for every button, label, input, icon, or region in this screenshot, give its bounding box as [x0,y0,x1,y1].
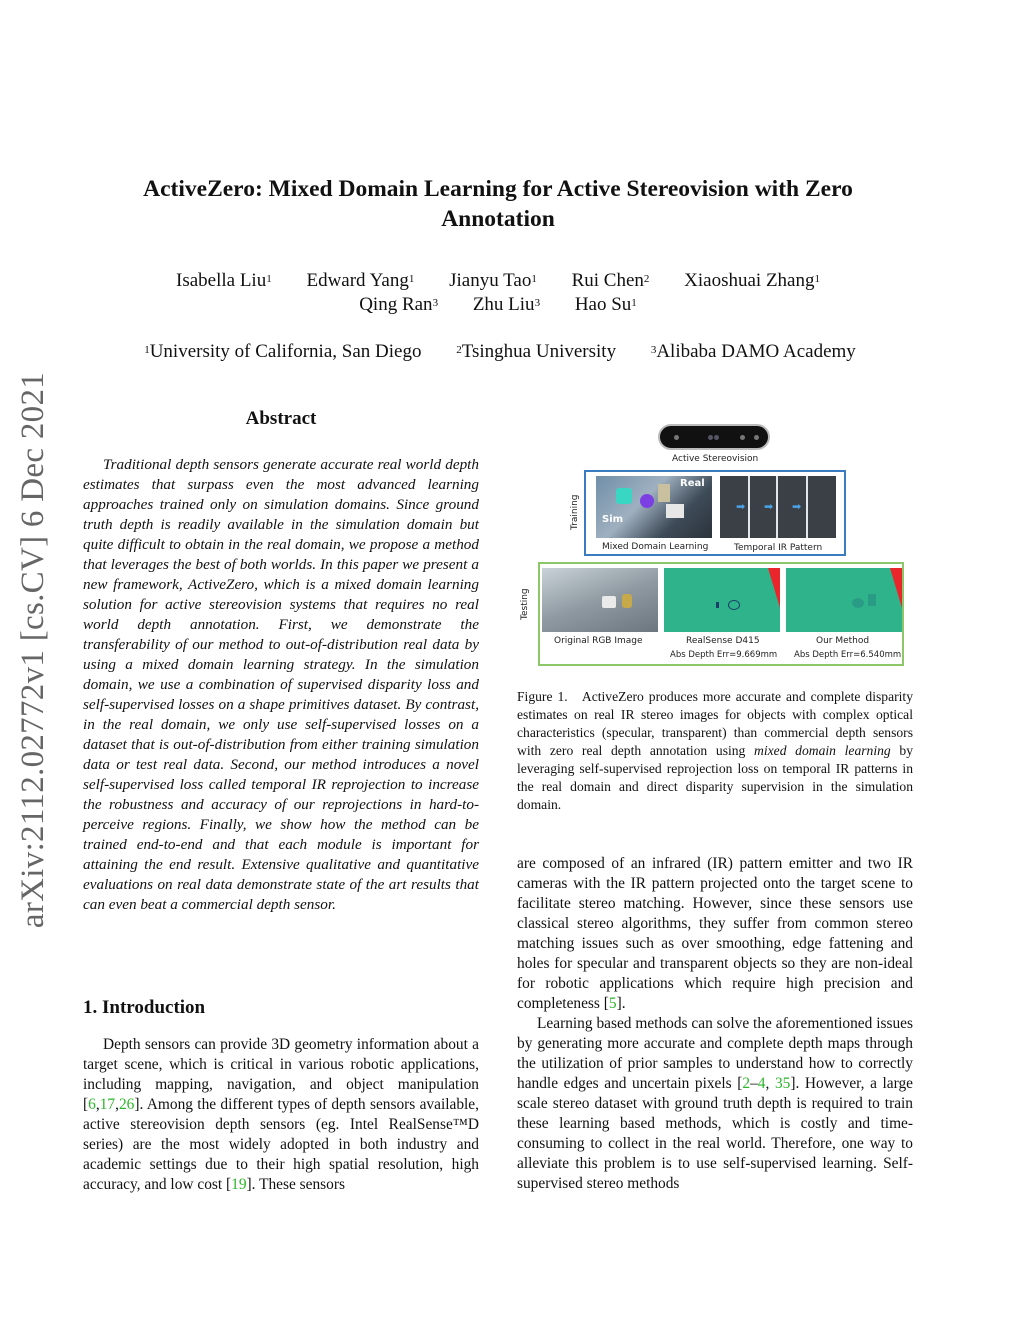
arxiv-identifier: arXiv:2112.02772v1 [cs.CV] 6 Dec 2021 [15,371,51,929]
temporal-ir-label: Temporal IR Pattern [734,543,823,553]
our-method-depth-image [786,568,902,632]
author: Qing Ran$^3$ [359,294,439,315]
paragraph: Depth sensors can provide 3D geometry information about a target scene, which is critical in various robotic applications, including mapping, navigation, and object manipulation [6,17,26]. Among the different types of depth sensors available, active stereovision depth sensors (eg. Intel RealSense™D series) are the most widely adopted in both industry and academic settings due to their high spatial resolution, high accuracy, and low cost [19]. These sensors [83,1036,479,1193]
figure-caption: Figure 1. ActiveZero produces more accurate and complete disparity estimates on real IR stereo images for objects with complex optical characteristics (specular, transparent) than commercial depth sensors with zero real depth annotation using mixed domain learning by leveraging self-supervised reprojection loss on temporal IR patterns in the real domain and direct disparity supervision in the simulation domain. [517,689,914,812]
rgb-image [542,568,658,632]
intro-column-left [83,1035,479,1195]
testing-label: Testing [520,588,530,620]
sim-tag: Sim [602,514,624,525]
active-stereovision-label: Active Stereovision [672,454,759,464]
citation-link[interactable]: 26 [118,1096,135,1113]
paragraph: Learning based methods can solve the aforementioned issues by generating more accurate and complete depth maps through the utilization of prior samples to understand how to correctly handle edges and uncertain pixels [2–4, 35]. However, a large scale stereo dataset with ground truth depth is required to train these learning based methods, which is costly and time-consuming to collect in the real world. Therefore, one way to alleviate this problem is to use self-supervised learning. Self-supervised stereo methods [517,1015,914,1192]
mixed-domain-label: Mixed Domain Learning [602,542,709,552]
author: Jianyu Tao$^1$ [449,270,537,291]
citation-link[interactable]: 19 [231,1176,247,1193]
paragraph: are composed of an infrared (IR) pattern emitter and two IR cameras with the IR pattern projected onto the target scene to facilitate stereo matching. However, since these sensors use classical stereo algorithms, they suffer from common stereo matching issues such as over smoothing, edge fattening and holes for specular and transparent objects so they are non-ideal for robotic applications which require high precision and completeness [5]. [517,855,913,1012]
realsense-label: RealSense D415 [686,636,760,646]
training-label: Training [570,494,580,530]
citation-link[interactable]: 2 [742,1075,751,1092]
arrow-icon: ➡ [792,500,802,513]
paper-title: ActiveZero: Mixed Domain Learning for Active Stereovision with Zero Annotation [143,176,853,232]
citation-link[interactable]: 35 [774,1075,791,1092]
citation-link[interactable]: 4 [757,1075,766,1092]
temporal-ir-image [720,476,836,538]
training-panel [584,470,846,556]
our-method-error: Abs Depth Err=6.540mm [794,650,902,660]
author: Hao Su$^1$ [574,294,637,315]
real-tag: Real [680,478,705,489]
author-list-row-1 [90,269,906,293]
author: Xiaoshuai Zhang$^1$ [684,270,820,291]
author: Rui Chen$^2$ [571,270,650,291]
mixed-domain-image [596,476,712,538]
rgb-label: Original RGB Image [554,636,643,646]
arrow-icon: ➡ [764,500,774,513]
abstract-text: Traditional depth sensors generate accurate real world depth estimates that surpass even the most advanced learning approaches trained only on simulation domains. Since ground truth depth is readily available in the simulation domain but quite difficult to obtain in the real domain, we propose a method that leverages the best of both worlds. In this paper we present a new framework, ActiveZero, which is a mixed domain learning solution for active stereovision systems that requires no real world depth annotation. First, we demonstrate the transferability of our method to out-of-distribution real data by using a mixed domain learning strategy. In the simulation domain, we use a combination of supervised disparity loss and self-supervised losses on a shape primitives dataset. By contrast, in the real domain, we only use self-supervised losses on a dataset that is out-of-distribution from either training simulation data or test real data. Second, our method introduces a novel self-supervised loss called temporal IR reprojection to increase the robustness and accuracy of our reprojections in hard-to-perceive regions. Finally, we show how the method can be trained end-to-end and that each module is important for attaining the end result. Extensive qualitative and quantitative evaluations on real data demonstrate state of the art results that can even beat a commercial depth sensor. [83,456,479,913]
affiliations [60,340,940,364]
affiliation: $^3$Alibaba DAMO Academy [650,341,856,362]
author: Edward Yang$^1$ [306,270,415,291]
abstract-heading: Abstract [245,408,317,429]
author-list-row-2 [90,293,906,317]
affiliation: $^2$Tsinghua University [456,341,617,362]
citation-link[interactable]: 17 [99,1096,116,1113]
citation-link[interactable]: 5 [608,995,617,1012]
our-method-label: Our Method [816,636,870,646]
realsense-depth-image [664,568,780,632]
citation-link[interactable]: 6 [88,1096,96,1113]
realsense-error: Abs Depth Err=9.669mm [670,650,778,660]
affiliation: $^1$University of California, San Diego [144,341,422,362]
author: Zhu Liu$^3$ [472,294,541,315]
section-heading: 1. Introduction [83,997,206,1018]
arrow-icon: ➡ [736,500,746,513]
author: Isabella Liu$^1$ [176,270,272,291]
intro-column-right [517,854,913,1194]
stereo-camera-icon [658,424,770,450]
testing-panel [538,562,904,666]
figure-1 [512,420,912,670]
